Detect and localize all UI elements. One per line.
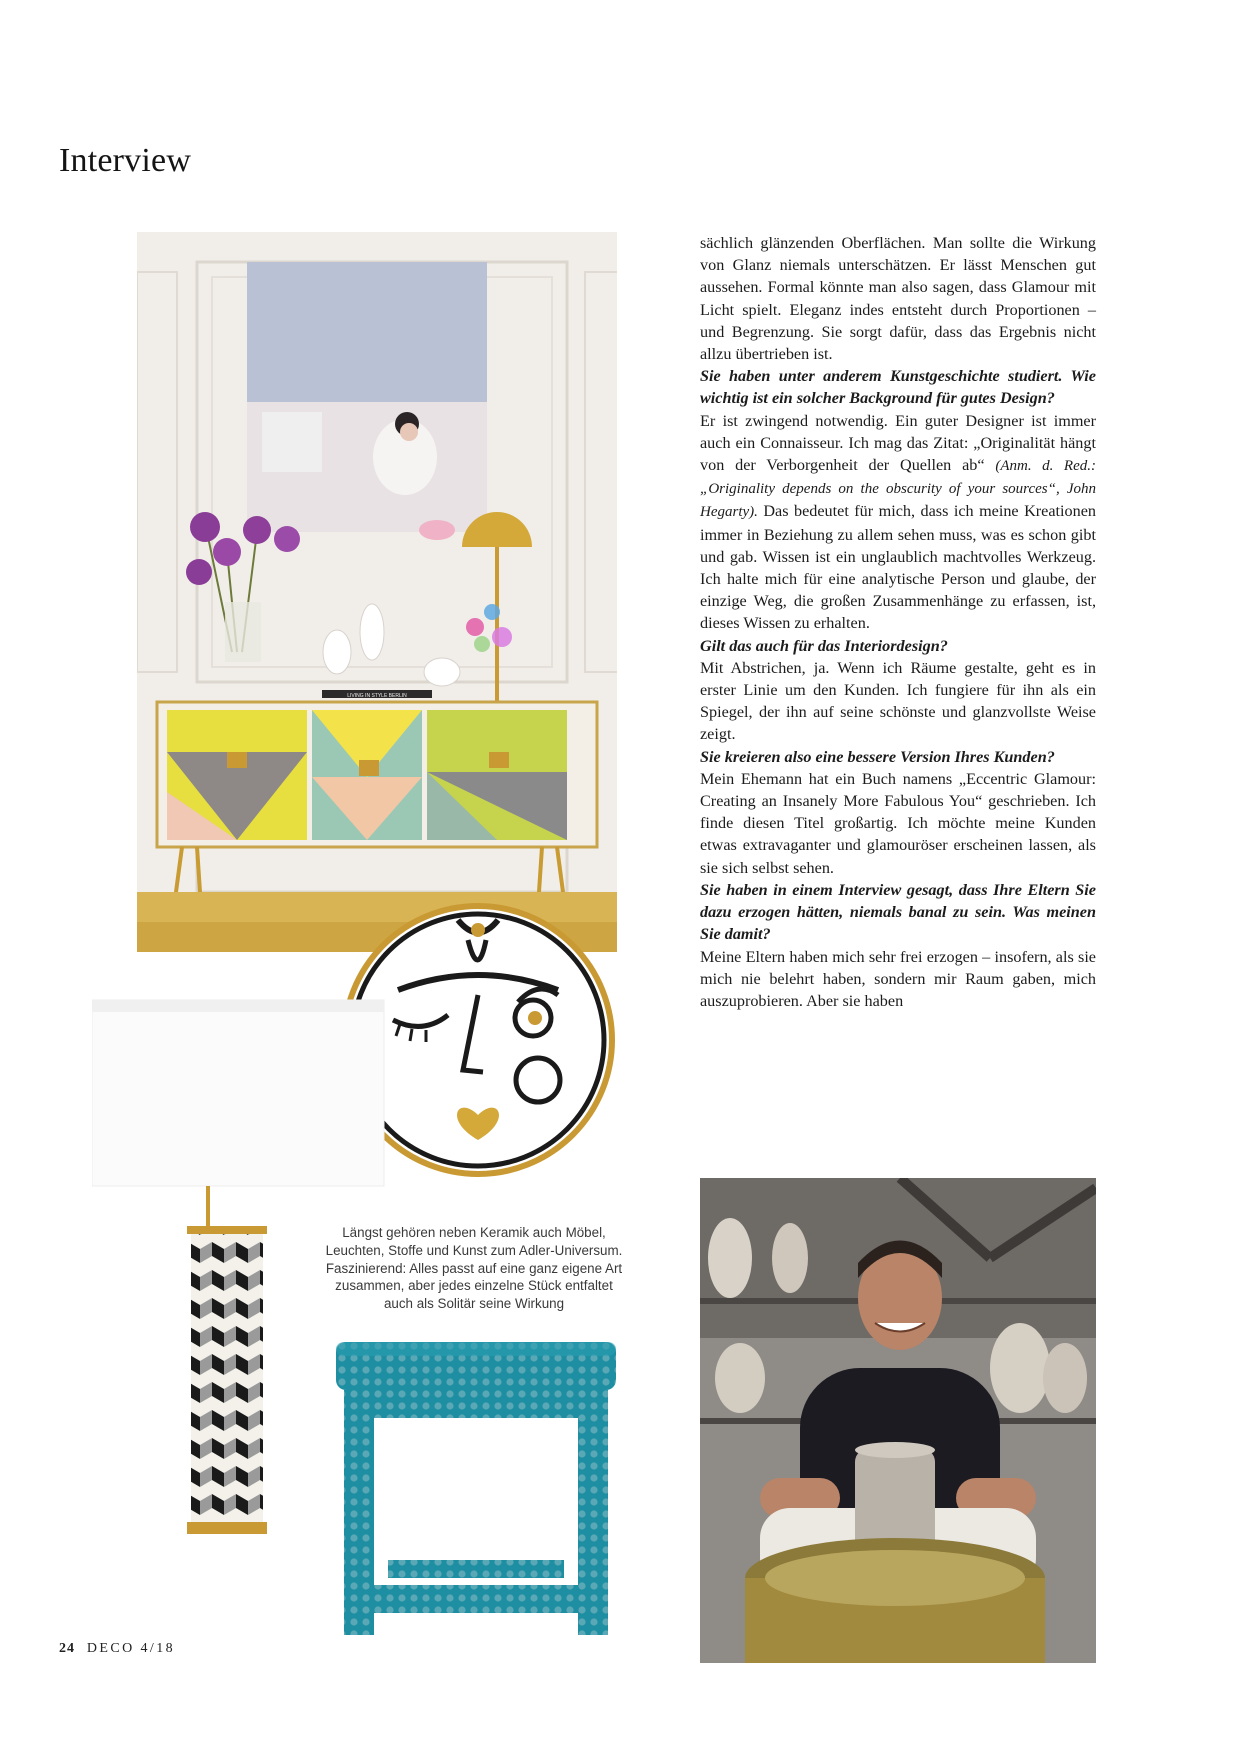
designer-portrait-photo xyxy=(700,1178,1096,1663)
editor-note: (Anm. d. Red.: „Originality depends on the obscurity of your sources“, John Hegarty). xyxy=(700,458,1097,521)
answer-text: Er ist zwingend notwendig. Ein guter Designer ist immer auch ein Connaisseur. Ich mag das Zitat: „Originalität hängt von der Verborgenheit der Quellen ab“ xyxy=(700,411,1096,475)
interview-question: Sie haben in einem Interview gesagt, dass Ihre Eltern Sie dazu erzogen hätten, niemals banal zu sein. Was meinen Sie damit? xyxy=(700,880,1096,944)
magazine-issue: DECO 4/18 xyxy=(86,1641,176,1656)
book-spine-text: LIVING IN STYLE BERLIN xyxy=(347,693,407,699)
article-paragraph: Mit Abstrichen, ja. Wenn ich Räume gestalte, geht es in erster Linie um den Kunden. Ich fungiere für ihn als ein Spiegel, der ihn auf seine schönste und glanzvollste Weise zeigt. xyxy=(700,658,1096,744)
article-paragraph: Mein Ehemann hat ein Buch namens „Eccentric Glamour: Creating an Insanely More Fabulous You“ geschrieben. Ich finde diesen Titel großartig. Ich möchte meine Kunden etwas extravaganter und glamouröser erscheinen lassen, als sie sich selbst sehen. xyxy=(700,769,1096,877)
answer-text: Das bedeutet für mich, dass ich meine Kreationen immer in Beziehung zu allem sehen muss, was es schon gibt und gab. Wissen ist ein unglaublich machtvolles Werkzeug. Ich halte mich für eine analytische Person und glaube, der einzige Weg, die großen Zusammenhänge zu erfassen, ist, dieses Wissen zu erhalten. xyxy=(700,502,1096,633)
interview-question: Gilt das auch für das Interiordesign? xyxy=(700,636,948,655)
page-footer xyxy=(59,1641,175,1657)
stool-photo xyxy=(336,1340,616,1640)
article-paragraph: Meine Eltern haben mich sehr frei erzogen – insofern, als sie mich nie belehrt haben, sondern mir Raum gaben, mich auszuprobieren. Aber sie haben xyxy=(700,947,1096,1010)
article-paragraph: sächlich glänzenden Oberflächen. Man sollte die Wirkung von Glanz niemals unterschätzen. Er lässt Menschen gut aussehen. Formal könnte man also sagen, dass Glamour mit Licht spielt. Eleganz indes entsteht durch Proportionen – und Begrenzung. Sie sorgt dafür, dass das Ergebnis nicht allzu übertrieben ist. xyxy=(700,234,1096,364)
article-body xyxy=(700,232,1096,1012)
interior-photo xyxy=(137,232,617,952)
interview-question: Sie kreieren also eine bessere Version Ihres Kunden? xyxy=(700,747,1055,766)
page-number: 24 xyxy=(59,1641,75,1656)
image-caption: Längst gehören neben Keramik auch Möbel, Leuchten, Stoffe und Kunst zum Adler-Universum. Faszinierend: Alles passt auf eine ganz eigene Art zusammen, aber jedes einzelne Stück entfaltet auch als Solitär seine Wirkung xyxy=(325,1225,623,1312)
article-paragraph xyxy=(700,410,1096,635)
interview-question: Sie haben unter anderem Kunstgeschichte studiert. Wie wichtig ist ein solcher Background für gutes Design? xyxy=(700,367,1096,408)
section-title: Interview xyxy=(59,142,192,179)
